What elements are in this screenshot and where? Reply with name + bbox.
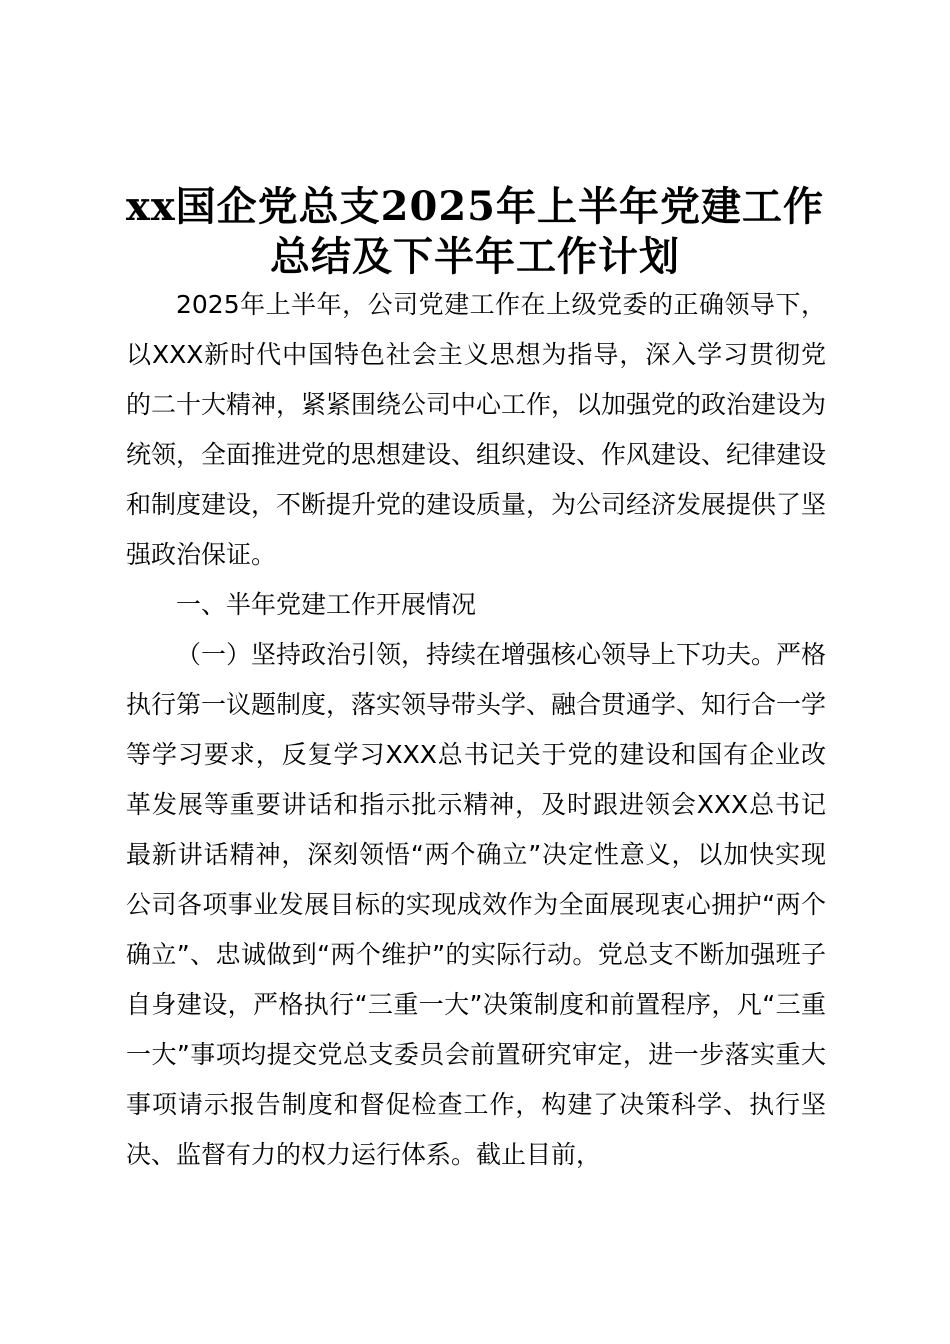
title-line-1: xx国企党总支2025年上半年党建工作 xyxy=(125,183,825,230)
section-1-paragraph-1: （一）坚持政治引领，持续在增强核心领导上下功夫。严格执行第一议题制度，落实领导带头学、融合贯通学、知行合一学等学习要求，反复学习XXX总书记关于党的建设和国有企业改革发展等重要讲话和指示批示精神，及时跟进领会XXX总书记最新讲话精神，深刻领悟“两个确立”决定性意义，以加快实现公司各项事业发展目标的实现成效作为全面展现衷心拥护“两个确立”、忠诚做到“两个维护”的实际行动。党总支不断加强班子自身建设，严格执行“三重一大”决策制度和前置程序，凡“三重一大”事项均提交党总支委员会前置研究审定，进一步落实重大事项请示报告制度和督促检查工作，构建了决策科学、执行坚决、监督有力的权力运行体系。截止目前， xyxy=(126,640,827,1169)
document-body xyxy=(126,280,826,1180)
section-heading-1: 一、半年党建工作开展情况 xyxy=(176,590,477,619)
intro-paragraph: 2025年上半年，公司党建工作在上级党委的正确领导下，以XXX新时代中国特色社会主义思想为指导，深入学习贯彻党的二十大精神，紧紧围绕公司中心工作，以加强党的政治建设为统领，全面推进党的思想建设、组织建设、作风建设、纪律建设和制度建设，不断提升党的建设质量，为公司经济发展提供了坚强政治保证。 xyxy=(126,290,827,569)
document-title xyxy=(100,182,850,282)
title-line-2: 总结及下半年工作计划 xyxy=(270,233,680,280)
